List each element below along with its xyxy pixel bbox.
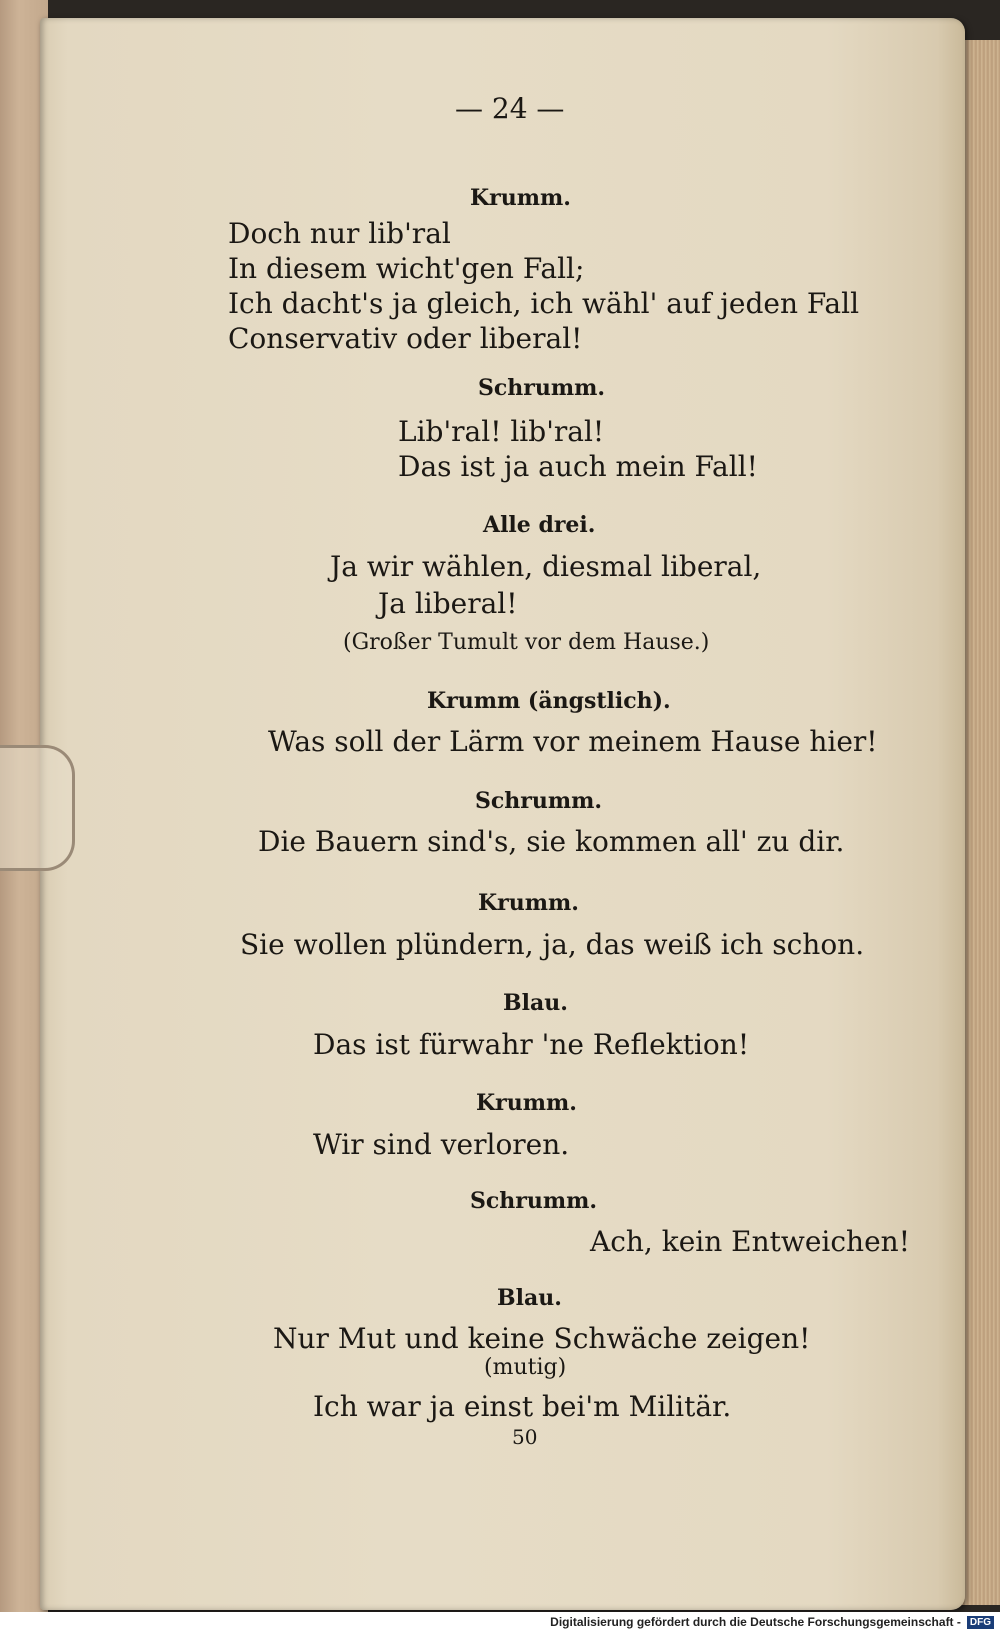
verse-line: In diesem wicht'gen Fall; <box>228 252 585 285</box>
verse-line: Das ist fürwahr 'ne Reflektion! <box>313 1028 750 1061</box>
page-clip <box>0 745 75 871</box>
verse-line: Conservativ oder liberal! <box>228 322 583 355</box>
page-footer-number: 50 <box>512 1425 538 1449</box>
verse-line: Nur Mut und keine Schwäche zeigen! <box>273 1322 811 1355</box>
speaker-heading: Blau. <box>497 1285 562 1311</box>
stage-direction: (Großer Tumult vor dem Hause.) <box>343 630 710 655</box>
speaker-heading: Alle drei. <box>483 512 596 538</box>
stage-direction: (mutig) <box>484 1355 567 1380</box>
verse-line: Ja wir wählen, diesmal liberal, <box>330 550 762 583</box>
page-edge <box>962 40 1000 1605</box>
speaker-heading: Blau. <box>503 990 568 1016</box>
page-header-number: — 24 — <box>455 92 565 125</box>
verse-line: Die Bauern sind's, sie kommen all' zu dir. <box>258 825 845 858</box>
speaker-heading: Krumm. <box>470 185 571 211</box>
speaker-heading: Schrumm. <box>470 1188 598 1214</box>
speaker-heading: Schrumm. <box>478 375 606 401</box>
dfg-logo: DFG <box>967 1616 994 1629</box>
verse-line: Was soll der Lärm vor meinem Hause hier! <box>268 725 878 758</box>
speaker-heading: Krumm. <box>478 890 579 916</box>
footer-credit: Digitalisierung gefördert durch die Deutsche Forschungsgemeinschaft - <box>550 1615 961 1629</box>
verse-line: Lib'ral! lib'ral! <box>398 415 605 448</box>
speaker-heading: Krumm. <box>476 1090 577 1116</box>
verse-line: Ja liberal! <box>378 587 518 620</box>
verse-line: Wir sind verloren. <box>313 1128 570 1161</box>
verse-line: Sie wollen plündern, ja, das weiß ich schon. <box>240 928 865 961</box>
verse-line: Ach, kein Entweichen! <box>590 1225 910 1258</box>
digitization-footer <box>0 1612 1000 1632</box>
speaker-heading: Krumm (ängstlich). <box>427 688 671 714</box>
verse-line: Ich war ja einst bei'm Militär. <box>313 1390 732 1423</box>
verse-line: Doch nur lib'ral <box>228 217 451 250</box>
verse-line: Das ist ja auch mein Fall! <box>398 450 758 483</box>
speaker-heading: Schrumm. <box>475 788 603 814</box>
verse-line: Ich dacht's ja gleich, ich wähl' auf jeden Fall <box>228 287 860 320</box>
